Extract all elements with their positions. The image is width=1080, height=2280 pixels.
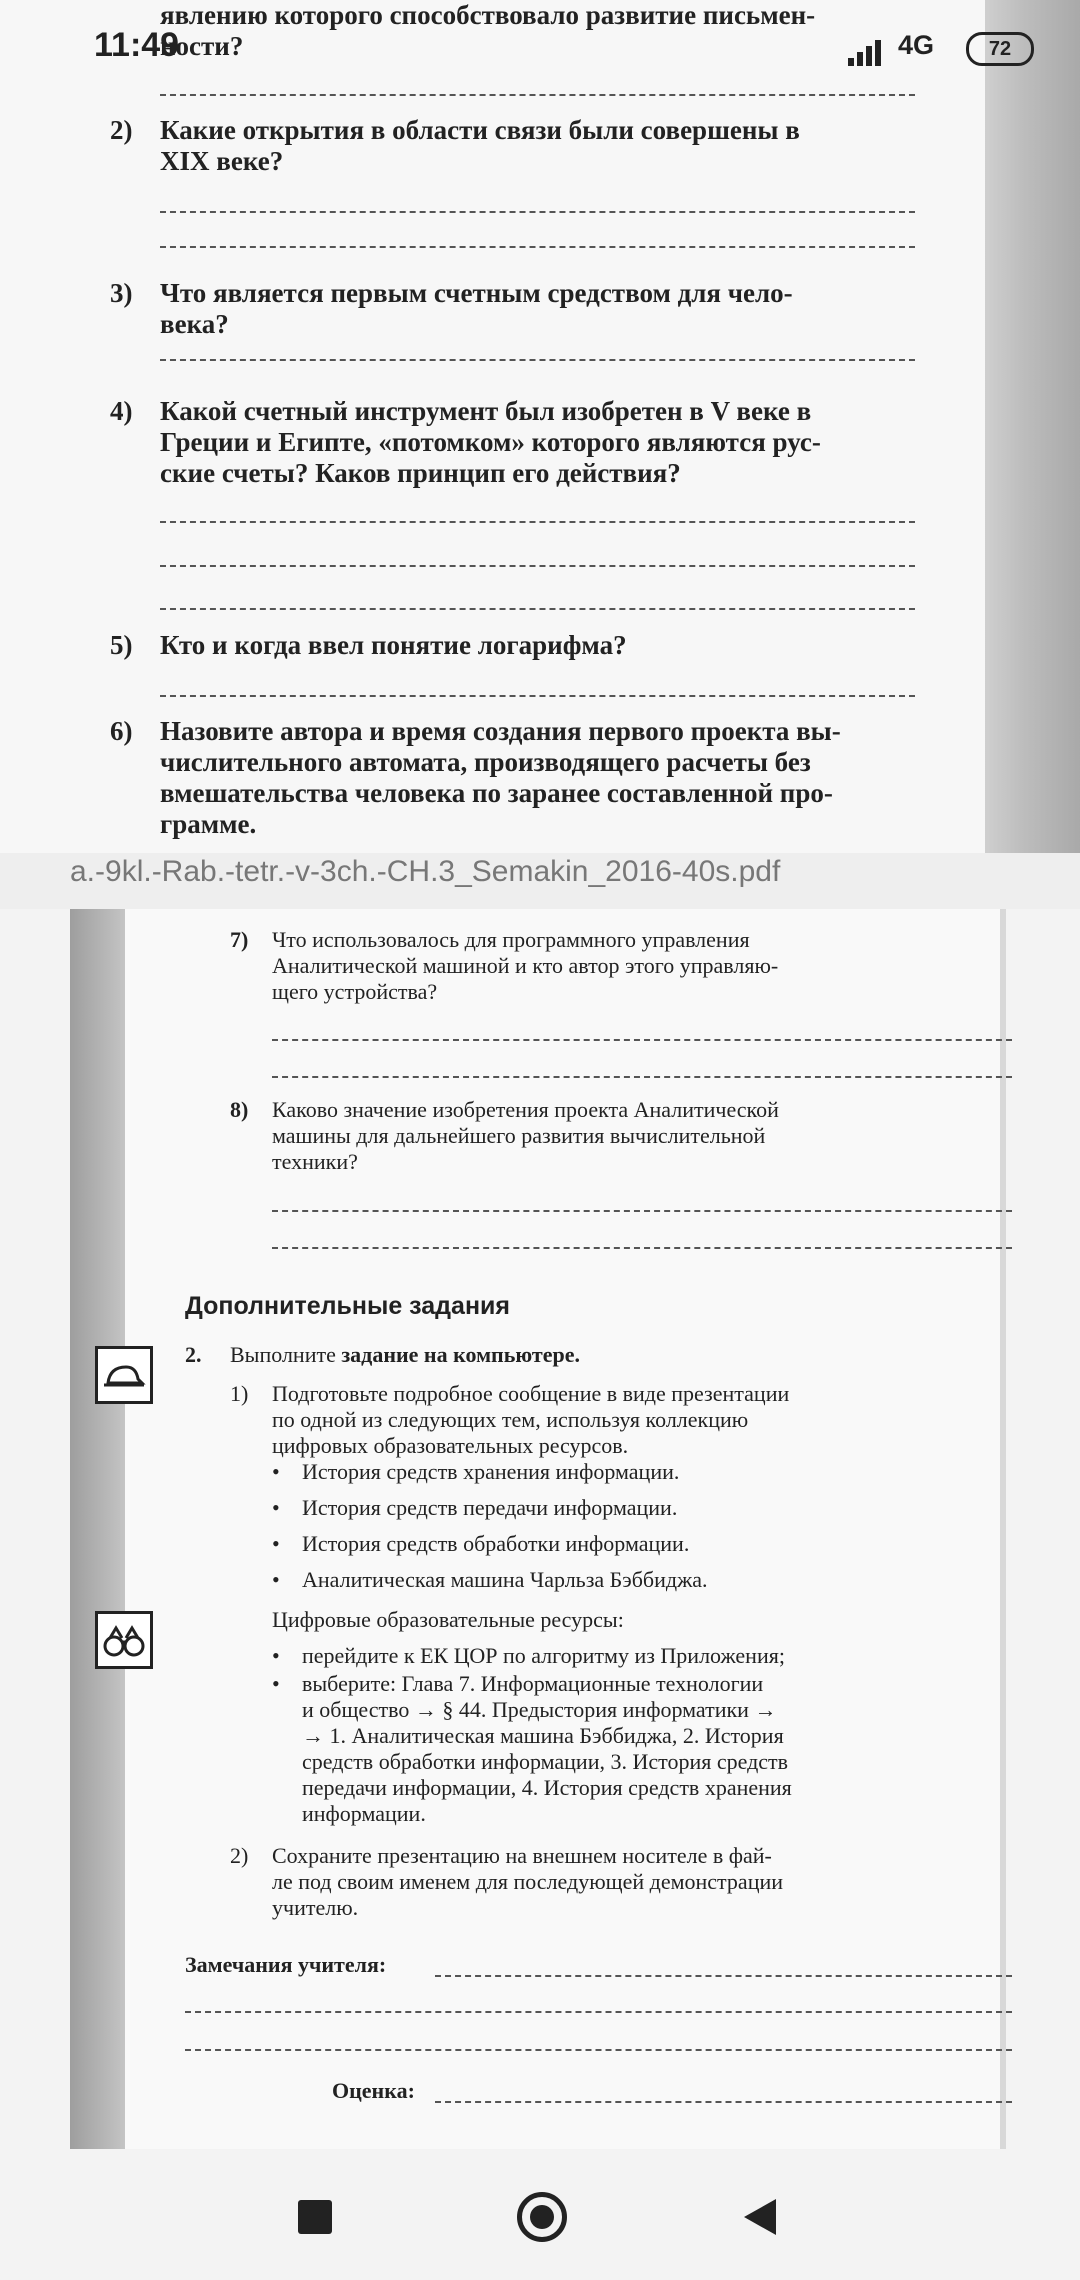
bullet: •: [272, 1531, 280, 1556]
topic-item: История средств передачи информации.: [302, 1495, 678, 1520]
answer-line: [272, 1076, 1012, 1078]
bullet: •: [272, 1459, 280, 1484]
question-8: Каково значение изобретения проекта Аналитической машины для дальнейшего развития вычислительной техники?: [272, 1097, 779, 1174]
answer-line: [160, 359, 915, 361]
answer-line: [160, 608, 915, 610]
recent-apps-icon[interactable]: [298, 2200, 332, 2234]
subtask-1: Подготовьте подробное сообщение в виде презентации по одной из следующих тем, используя коллекцию цифровых образовательных ресурсов.: [272, 1381, 790, 1458]
answer-line: [185, 2011, 1012, 2013]
answer-line: [160, 695, 915, 697]
question-2: Какие открытия в области связи были совершены в XIX веке?: [160, 115, 800, 176]
network-type: 4G: [898, 30, 935, 60]
question-4: Какой счетный инструмент был изобретен в V веке в Греции и Египте, «потомком» которого являются рус- ские счеты? Каков принцип его действия?: [160, 396, 821, 488]
clock: 11:49: [94, 26, 180, 64]
page-edge-shadow: [985, 0, 1080, 853]
home-icon[interactable]: [517, 2192, 567, 2242]
answer-line: [185, 2049, 1012, 2051]
answer-line: [160, 521, 915, 523]
file-name-bar: [0, 853, 1080, 909]
battery-icon: 72: [966, 32, 1034, 66]
bullet: •: [272, 1567, 280, 1592]
resource-item: перейдите к ЕК ЦОР по алгоритму из Приложения;: [302, 1643, 785, 1668]
question-number: 6): [110, 716, 133, 746]
binoculars-icon: [95, 1611, 153, 1669]
answer-line: [272, 1039, 1012, 1041]
bullet: •: [272, 1495, 280, 1520]
subtask-2: Сохраните презентацию на внешнем носителе в фай- ле под своим именем для последующей демонстрации учителю.: [272, 1843, 784, 1920]
grade-label: Оценка:: [332, 2078, 415, 2103]
answer-line: [272, 1247, 1012, 1249]
question-5: Кто и когда ввел понятие логарифма?: [160, 630, 627, 660]
question-number: 2): [110, 115, 133, 145]
section-heading: Дополнительные задания: [185, 1292, 511, 1320]
resource-item: выберите: Глава 7. Информационные технологии и общество → § 44. Предыстория информатики → → 1. Аналитическая машина Бэббиджа, 2. История средств обработки информации, 3. История средств передачи информации, 4. История средств хранения информации.: [302, 1671, 792, 1826]
teacher-notes-label: Замечания учителя:: [185, 1952, 387, 1977]
topic-item: История средств обработки информации.: [302, 1531, 690, 1556]
question-1-tail: явлению которого способствовало развитие письмен- ности?: [160, 0, 816, 61]
topic-item: История средств хранения информации.: [302, 1459, 680, 1484]
answer-line: [435, 1975, 1012, 1977]
question-number: 8): [230, 1097, 249, 1122]
bullet: •: [272, 1671, 280, 1696]
document-page-1[interactable]: [0, 0, 1080, 853]
question-3: Что является первым счетным средством для чело- века?: [160, 278, 793, 339]
question-number: 5): [110, 630, 133, 660]
file-name: a.-9kl.-Rab.-tetr.-v-3ch.-CH.3_Semakin_2016-40s.pdf: [70, 855, 781, 888]
question-number: 3): [110, 278, 133, 308]
resources-title: Цифровые образовательные ресурсы:: [272, 1607, 624, 1632]
topic-item: Аналитическая машина Чарльза Бэббиджа.: [302, 1567, 708, 1592]
task-number: 2.: [185, 1342, 202, 1367]
page-edge: [1000, 909, 1006, 2149]
back-icon[interactable]: [744, 2199, 776, 2235]
answer-line: [435, 2101, 1012, 2103]
answer-line: [160, 211, 915, 213]
question-number: 7): [230, 927, 249, 952]
subtask-number: 2): [230, 1843, 249, 1868]
signal-icon: [848, 34, 888, 66]
answer-line: [160, 246, 915, 248]
answer-line: [272, 1210, 1012, 1212]
status-bar: [0, 0, 1080, 96]
question-number: 4): [110, 396, 133, 426]
page-binding-shadow: [70, 909, 125, 2149]
bullet: •: [272, 1643, 280, 1668]
computer-task-icon: [95, 1346, 153, 1404]
document-page-2[interactable]: [70, 909, 1006, 2149]
subtask-number: 1): [230, 1381, 249, 1406]
question-7: Что использовалось для программного управления Аналитической машиной и кто автор этого управляю- щего устройства?: [272, 927, 779, 1004]
question-6: Назовите автора и время создания первого проекта вы- числительного автомата, производящего расчеты без вмешательства человека по заранее составленной про- грамме.: [160, 716, 841, 839]
answer-line: [160, 565, 915, 567]
task-2: Выполните задание на компьютере.: [230, 1342, 580, 1367]
